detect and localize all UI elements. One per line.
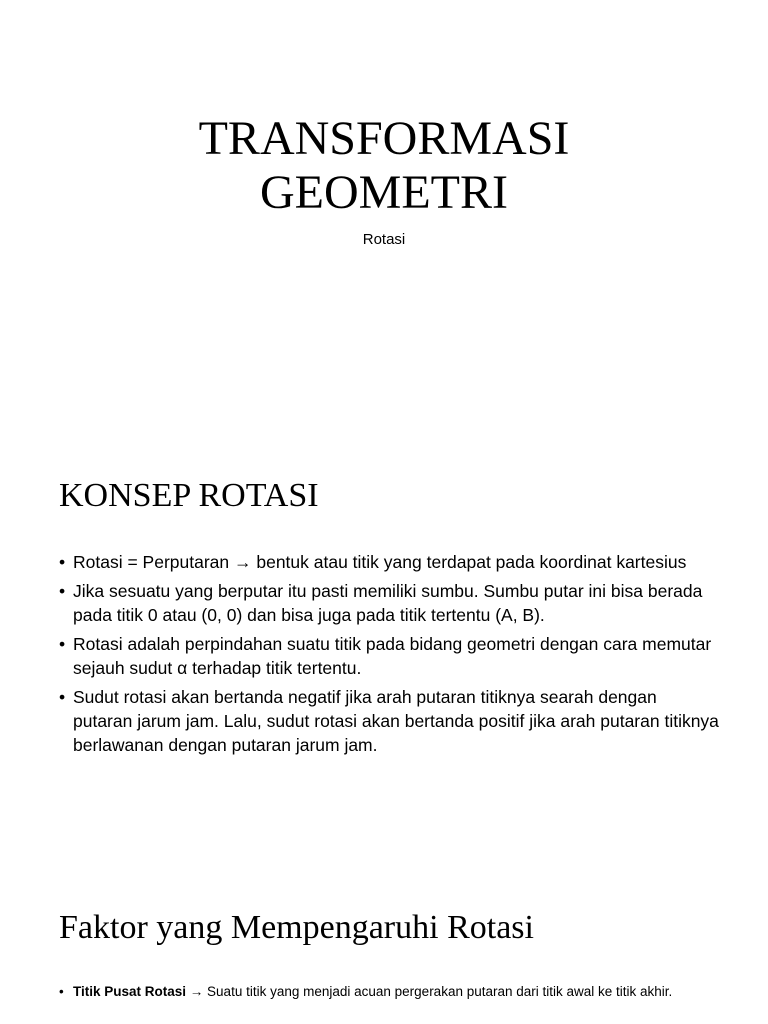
main-title-line-1: TRANSFORMASI <box>198 112 570 165</box>
konsep-heading: KONSEP ROTASI <box>59 477 319 514</box>
konsep-bullet-4 <box>59 685 719 757</box>
konsep-bullet-1 <box>59 550 719 574</box>
konsep-bullet-text: Sudut rotasi akan bertanda negatif jika arah putaran titiknya searah dengan putaran jarum jam. Lalu, sudut rotasi akan bertanda positif jika arah putaran titiknya berlawanan dengan putaran jarum jam. <box>73 687 719 755</box>
faktor-bullet-1 <box>59 983 709 1000</box>
konsep-bullet-text: Jika sesuatu yang berputar itu pasti memiliki sumbu. Sumbu putar ini bisa berada pada titik 0 atau (0, 0) dan bisa juga pada titik tertentu (A, B). <box>73 581 703 625</box>
title-slide <box>0 0 768 450</box>
bullet-icon: • <box>59 581 66 601</box>
faktor-bullet-list <box>59 983 709 1000</box>
bullet-icon: • <box>59 634 66 654</box>
konsep-bullet-text: Rotasi = Perputaran → bentuk atau titik yang terdapat pada koordinat kartesius <box>73 552 687 572</box>
arrow-right-icon: → <box>186 984 208 999</box>
konsep-bullet-2 <box>59 579 719 627</box>
konsep-bullet-list <box>59 550 719 762</box>
konsep-bullet-text: Rotasi adalah perpindahan suatu titik pada bidang geometri dengan cara memutar sejauh sudut α terhadap titik tertentu. <box>73 634 712 678</box>
subtitle: Rotasi <box>362 231 406 248</box>
bullet-icon: • <box>59 687 66 707</box>
main-title-line-2: GEOMETRI <box>260 166 508 219</box>
faktor-slide <box>0 870 768 1024</box>
bullet-icon: • <box>59 552 66 572</box>
faktor-bullet-text: Suatu titik yang menjadi acuan pergerakan putaran dari titik awal ke titik akhir. <box>207 984 673 999</box>
konsep-bullet-3 <box>59 632 719 680</box>
bullet-icon: • <box>59 984 64 999</box>
faktor-heading: Faktor yang Mempengaruhi Rotasi <box>59 909 534 946</box>
faktor-bullet-term: Titik Pusat Rotasi <box>73 984 187 999</box>
main-title <box>0 112 768 220</box>
konsep-slide <box>0 450 768 870</box>
